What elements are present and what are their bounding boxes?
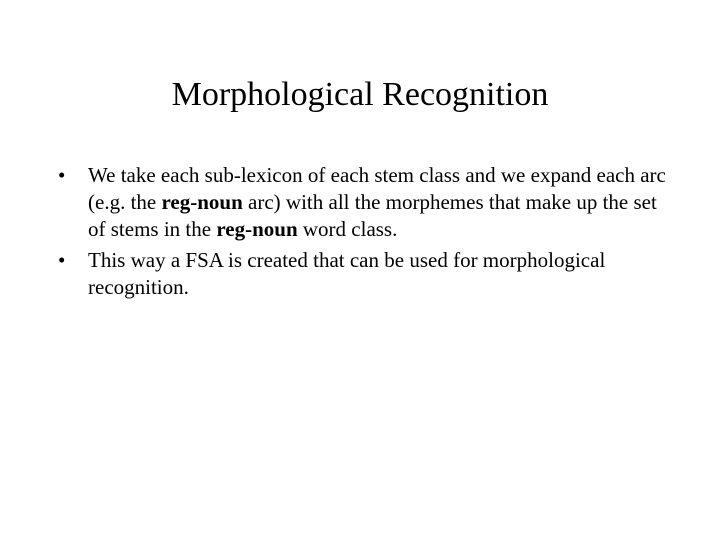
bullet-icon: • [58,163,66,187]
bullet-text: We take each sub-lexicon of each stem class and we expand each arc (e.g. the [88,163,666,214]
term-reg-noun: reg-noun [216,217,298,241]
bullet-icon: • [58,248,66,272]
bullet-text: This way a FSA is created that can be used for morphological recognition. [88,248,606,299]
bullet-item-fsa [58,247,668,301]
bullet-list [58,162,668,305]
bullet-item-sub-lexicon [58,162,668,243]
term-reg-noun: reg-noun [161,190,243,214]
slide-title: Morphological Recognition [171,76,549,113]
bullet-text: arc) with all the morphemes that make up the set of stems in the [88,190,657,241]
bullet-text: word class. [297,217,398,241]
